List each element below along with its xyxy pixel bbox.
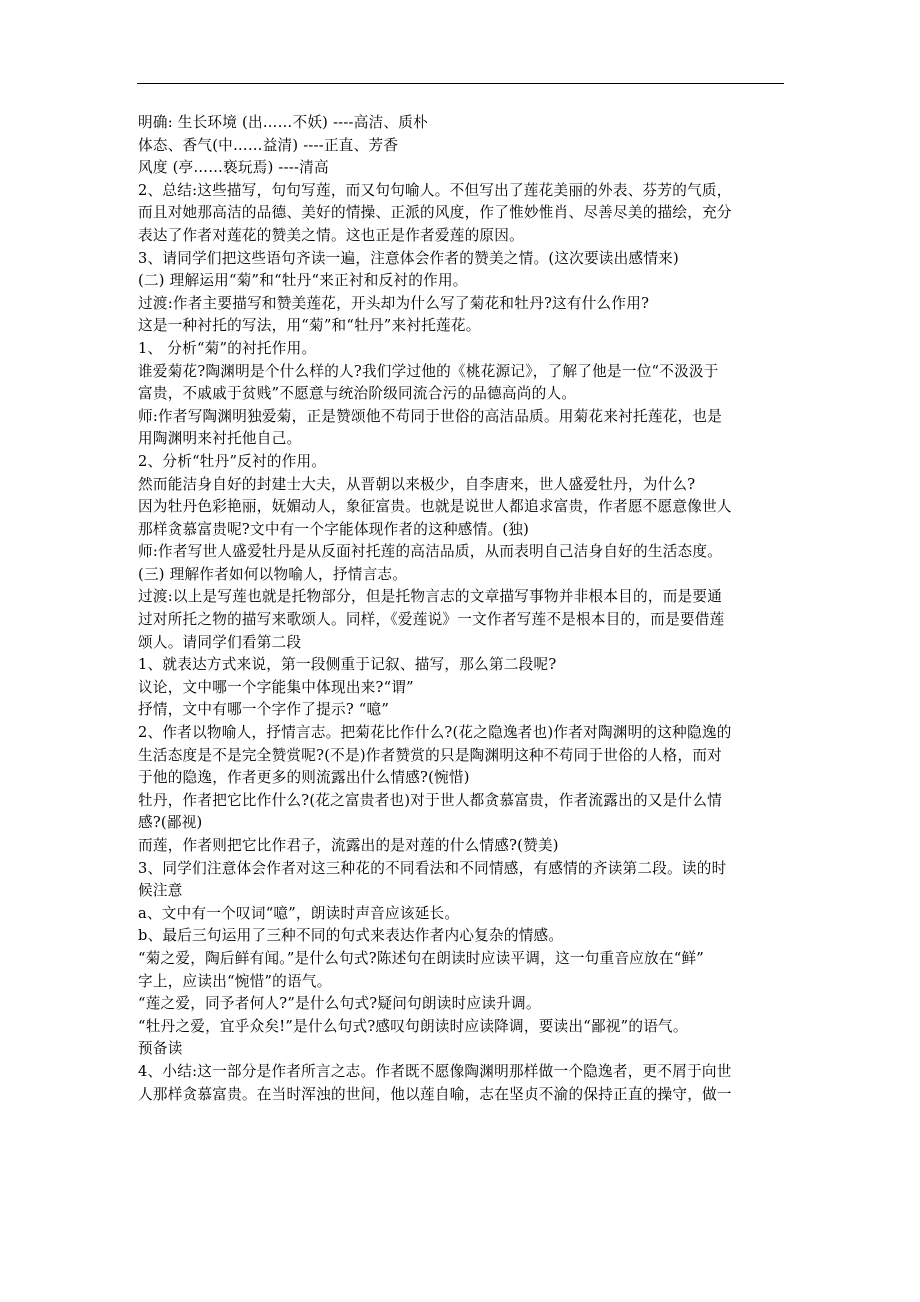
- text-line: 字上，应读出“惋惜”的语气。: [138, 972, 332, 990]
- text-line: 谁爱菊花?陶渊明是个什么样的人?我们学过他的《桃花源记》，了解了他是一位“不汲汲于: [138, 362, 719, 380]
- text-line: 表达了作者对莲花的赞美之情。这也正是作者爱莲的原因。: [138, 226, 524, 244]
- text-line: 牡丹，作者把它比作什么?(花之富贵者也)对于世人都贪慕富贵，作者流露出的又是什么情: [138, 791, 723, 809]
- text-line: 过对所托之物的描写来歌颂人。同样，《爱莲说》一文作者写莲不是根本目的，而是要借莲: [138, 611, 725, 629]
- text-line: 师:作者写世人盛爱牡丹是从反面衬托莲的高洁品质，从而表明自己洁身自好的生活态度。: [138, 543, 723, 561]
- document-body: [138, 112, 788, 1106]
- text-line: 风度 (亭……亵玩焉) ----清高: [138, 159, 329, 177]
- text-line: 议论，文中哪一个字能集中体现出来?“谓”: [138, 678, 414, 696]
- text-line: (三) 理解作者如何以物喻人，抒情言志。: [138, 565, 408, 583]
- text-line: b、最后三句运用了三种不同的句式来表达作者内心复杂的情感。: [138, 927, 564, 945]
- text-line: 明确: 生长环境 (出……不妖) ----高洁、质朴: [138, 114, 428, 131]
- text-line: “牡丹之爱，宜乎众矣!”是什么句式?感叹句朗读时应读降调，要读出“鄙视”的语气。: [138, 1017, 688, 1035]
- text-line: 用陶渊明来衬托他自己。: [138, 430, 302, 448]
- text-line: 预备读: [138, 1040, 183, 1058]
- text-line: 颂人。请同学们看第二段: [138, 633, 302, 651]
- text-line: 2、作者以物喻人，抒情言志。把菊花比作什么?(花之隐逸者也)作者对陶渊明的这种隐逸的: [138, 724, 732, 742]
- text-line: 过渡:以上是写莲也就是托物部分，但是托物言志的文章描写事物并非根本目的，而是要通: [138, 588, 723, 606]
- text-line: 候注意: [138, 882, 183, 900]
- text-line: 那样贪慕富贵呢?文中有一个字能体现作者的这种感情。(独): [138, 520, 530, 538]
- text-line: 人那样贪慕富贵。在当时浑浊的世间，他以莲自喻，志在坚贞不渝的保持正直的操守，做一: [138, 1085, 732, 1103]
- text-line: 然而能洁身自好的封建士大夫，从晋朝以来极少，自李唐来，世人盛爱牡丹，为什么?: [138, 475, 696, 493]
- header-rule: [137, 83, 784, 84]
- text-line: 1、就表达方式来说，第一段侧重于记叙、描写，那么第二段呢?: [138, 656, 557, 674]
- text-line: 抒情，文中有哪一个字作了提示? “噫”: [138, 701, 390, 719]
- text-line: a、文中有一个叹词“噫”，朗读时声音应该延长。: [138, 904, 460, 922]
- text-line: 3、同学们注意体会作者对这三种花的不同看法和不同情感，有感情的齐读第二段。读的时: [138, 859, 727, 877]
- text-line: 1、 分析“菊”的衬托作用。: [138, 339, 317, 357]
- text-line: 体态、香气(中……益清) ----正直、芳香: [138, 136, 399, 154]
- text-line: 而莲，作者则把它比作君子，流露出的是对莲的什么情感?(赞美): [138, 837, 559, 854]
- text-line: “菊之爱，陶后鲜有闻。”是什么句式?陈述句在朗读时应读平调，这一句重音应放在“鲜”: [138, 949, 704, 967]
- text-line: 因为牡丹色彩艳丽，妩媚动人，象征富贵。也就是说世人都追求富贵，作者愿不愿意像世人: [138, 498, 732, 516]
- text-line: “莲之爱，同予者何人?”是什么句式?疑问句朗读时应读升调。: [138, 995, 541, 1013]
- text-line: (二) 理解运用“菊”和“牡丹“来正衬和反衬的作用。: [138, 272, 468, 290]
- text-line: 富贵，不戚戚于贫贱”不愿意与统治阶级同流合污的品德高尚的人。: [138, 385, 577, 403]
- text-line: 2、分析“牡丹”反衬的作用。: [138, 452, 327, 470]
- text-line: 于他的隐逸，作者更多的则流露出什么情感?(惋惜): [138, 769, 470, 787]
- text-line: 而且对她那高洁的品德、美好的情操、正派的风度，作了惟妙惟肖、尽善尽美的描绘，充分: [138, 204, 732, 222]
- text-line: 4、小结:这一部分是作者所言之志。作者既不愿像陶渊明那样做一个隐逸者，更不屑于向世: [138, 1062, 732, 1080]
- text-line: 感?(鄙视): [138, 814, 203, 832]
- text-line: 3、请同学们把这些语句齐读一遍，注意体会作者的赞美之情。(这次要读出感情来): [138, 249, 679, 267]
- text-line: 这是一种衬托的写法，用“菊”和“牡丹”来衬托莲花。: [138, 317, 481, 335]
- text-line: 2、总结:这些描写，句句写莲，而又句句喻人。不但写出了莲花美丽的外表、芬芳的气质，: [138, 181, 732, 199]
- text-line: 过渡:作者主要描写和赞美莲花，开头却为什么写了菊花和牡丹?这有什么作用?: [138, 294, 650, 312]
- text-line: 师:作者写陶渊明独爱菊，正是赞颂他不苟同于世俗的高洁品质。用菊花来衬托莲花，也是: [138, 407, 723, 425]
- text-line: 生活态度是不是完全赞赏呢?(不是)作者赞赏的只是陶渊明这种不苟同于世俗的人格，而对: [138, 746, 723, 764]
